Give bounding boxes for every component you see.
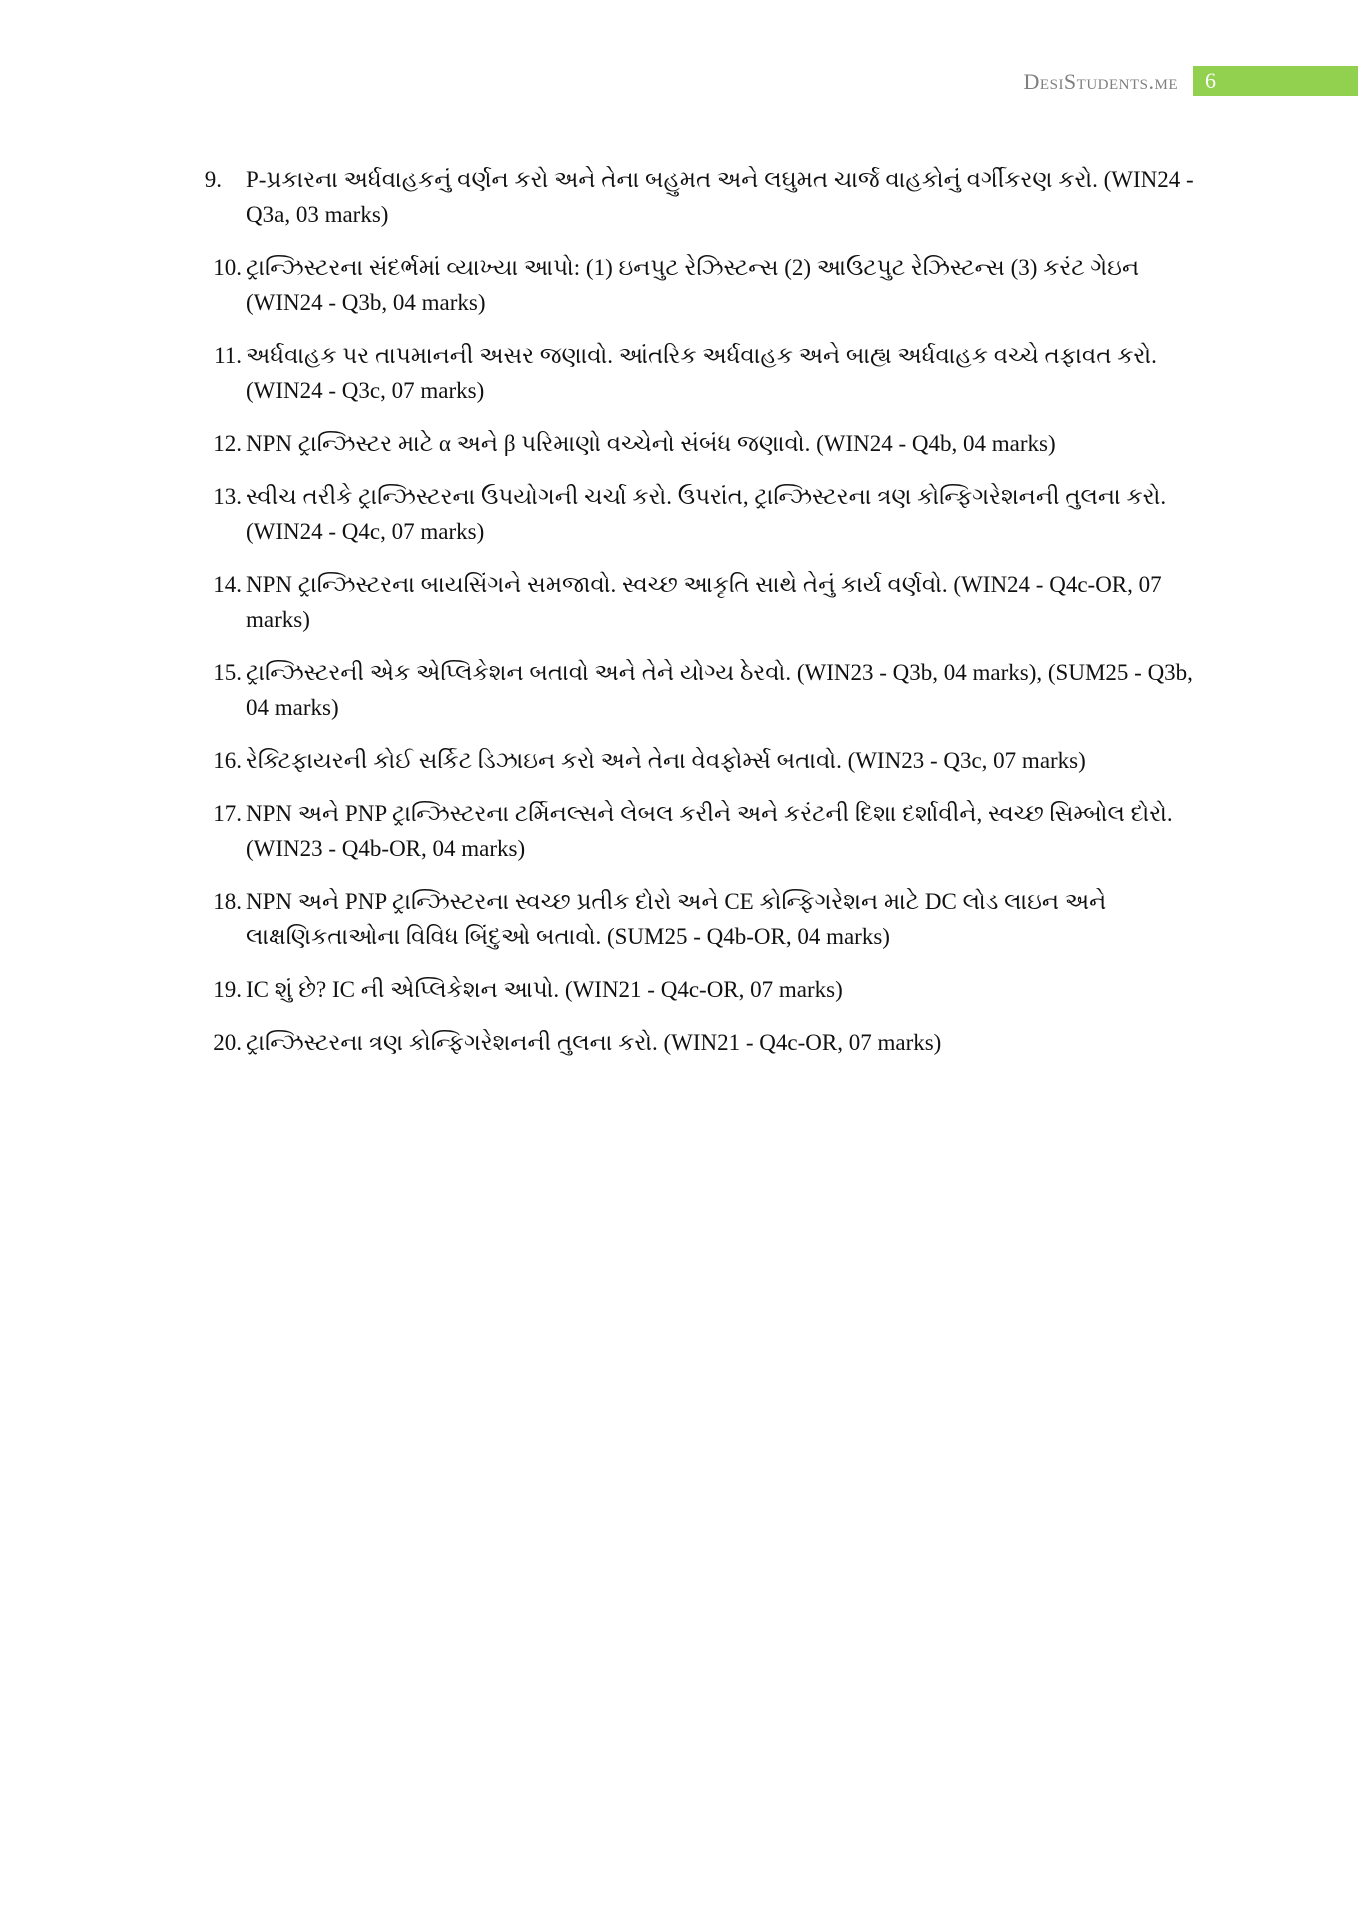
- question-number: 9.: [204, 167, 222, 192]
- question-item: [200, 567, 1200, 637]
- question-number: 13.: [213, 484, 242, 509]
- question-item: [200, 655, 1200, 725]
- question-text: અર્ધવાહક પર તાપમાનની અસર જણાવો. આંતરિક અર્ધવાહક અને બાહ્ય અર્ધવાહક વચ્ચે તફાવત કરો. (WIN24 - Q3c, 07 marks): [246, 343, 1157, 403]
- question-item: [200, 162, 1200, 232]
- site-name: DesiStudents.me: [1023, 69, 1178, 94]
- question-text: NPN ટ્રાન્ઝિસ્ટરના બાયસિંગને સમજાવો. સ્વચ્છ આકૃતિ સાથે તેનું કાર્ય વર્ણવો. (WIN24 - Q4c-OR, 07 marks): [246, 572, 1162, 632]
- question-item: [200, 796, 1200, 866]
- question-text: રેક્ટિફાયરની કોઈ સર્કિટ ડિઝાઇન કરો અને તેના વેવફોર્મ્સ બતાવો. (WIN23 - Q3c, 07 marks): [246, 748, 1086, 773]
- question-item: [200, 426, 1200, 461]
- question-text: ટ્રાન્ઝિસ્ટરની એક એપ્લિકેશન બતાવો અને તેને યોગ્ય ઠેરવો. (WIN23 - Q3b, 04 marks), (SUM25 - Q3b, 04 marks): [246, 660, 1193, 720]
- question-item: [200, 972, 1200, 1007]
- question-item: [200, 884, 1200, 954]
- question-item: [200, 1025, 1200, 1060]
- question-number: 15.: [213, 660, 242, 685]
- question-list: [200, 162, 1200, 1078]
- question-number: 18.: [213, 889, 242, 914]
- question-text: ટ્રાન્ઝિસ્ટરના ત્રણ કોન્ફિગરેશનની તુલના કરો. (WIN21 - Q4c-OR, 07 marks): [246, 1030, 942, 1055]
- question-number: 11.: [214, 343, 242, 368]
- question-item: [200, 250, 1200, 320]
- question-number: 16.: [213, 748, 242, 773]
- page-number: 6: [1205, 68, 1216, 93]
- question-number: 12.: [213, 431, 242, 456]
- question-text: NPN ટ્રાન્ઝિસ્ટર માટે α અને β પરિમાણો વચ્ચેનો સંબંધ જણાવો. (WIN24 - Q4b, 04 marks): [246, 431, 1056, 456]
- question-text: P-પ્રકારના અર્ધવાહકનું વર્ણન કરો અને તેના બહુમત અને લઘુમત ચાર્જ વાહકોનું વર્ગીકરણ કરો. (WIN24 - Q3a, 03 marks): [246, 167, 1194, 227]
- question-item: [200, 743, 1200, 778]
- question-number: 17.: [213, 801, 242, 826]
- question-number: 19.: [213, 977, 242, 1002]
- question-text: ટ્રાન્ઝિસ્ટરના સંદર્ભમાં વ્યાખ્યા આપો: (1) ઇનપુટ રેઝિસ્ટન્સ (2) આઉટપુટ રેઝિસ્ટન્સ (3) કરંટ ગેઇન (WIN24 - Q3b, 04 marks): [246, 255, 1140, 315]
- page-number-badge: [1193, 66, 1358, 96]
- page-header: [0, 66, 1358, 98]
- question-text: IC શું છે? IC ની એપ્લિકેશન આપો. (WIN21 - Q4c-OR, 07 marks): [246, 977, 843, 1002]
- question-number: 14.: [213, 572, 242, 597]
- question-text: સ્વીચ તરીકે ટ્રાન્ઝિસ્ટરના ઉપયોગની ચર્ચા કરો. ઉપરાંત, ટ્રાન્ઝિસ્ટરના ત્રણ કોન્ફિગરેશનની તુલના કરો. (WIN24 - Q4c, 07 marks): [246, 484, 1167, 544]
- question-item: [200, 338, 1200, 408]
- question-text: NPN અને PNP ટ્રાન્ઝિસ્ટરના ટર્મિનલ્સને લેબલ કરીને અને કરંટની દિશા દર્શાવીને, સ્વચ્છ સિમ્બોલ દોરો. (WIN23 - Q4b-OR, 04 marks): [246, 801, 1173, 861]
- question-number: 10.: [213, 255, 242, 280]
- question-text: NPN અને PNP ટ્રાન્ઝિસ્ટરના સ્વચ્છ પ્રતીક દોરો અને CE કોન્ફિગરેશન માટે DC લોડ લાઇન અને લાક્ષણિકતાઓના વિવિધ બિંદુઓ બતાવો. (SUM25 - Q4b-OR, 04 marks): [246, 889, 1107, 949]
- question-item: [200, 479, 1200, 549]
- question-number: 20.: [213, 1030, 242, 1055]
